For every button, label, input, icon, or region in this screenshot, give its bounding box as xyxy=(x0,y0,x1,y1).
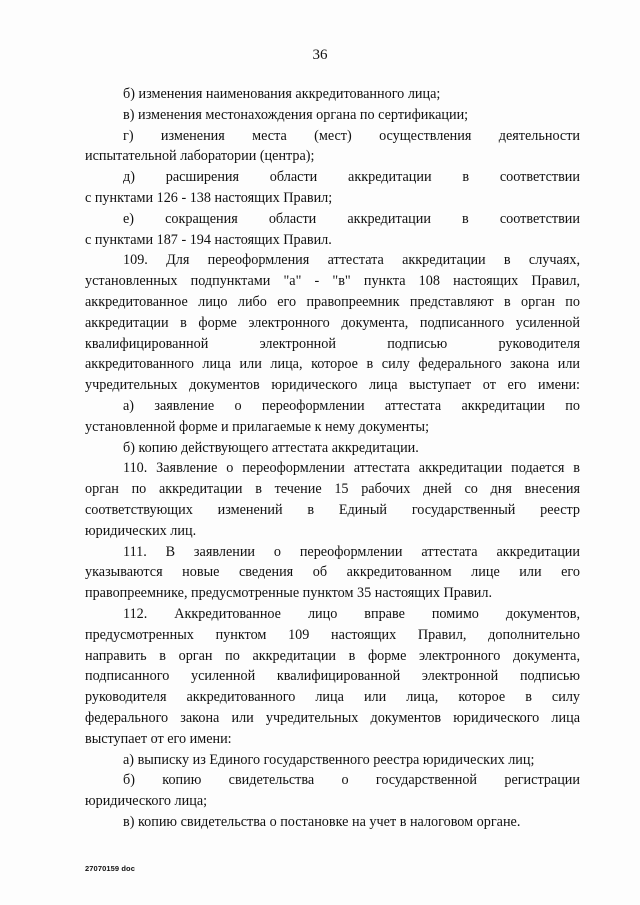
text-line: учредительных документов юридического лица выступает от его имени: xyxy=(85,377,580,394)
text-line: б) копию действующего аттестата аккредитации. xyxy=(123,439,419,456)
document-body xyxy=(85,84,580,833)
text-line: г) изменения места (мест) осуществления деятельности xyxy=(123,127,580,144)
text-line: юридического лица; xyxy=(85,793,208,810)
text-line: д) расширения области аккредитации в соответствии xyxy=(123,169,580,186)
text-line: руководителя аккредитованного лица или лица, которое в силу xyxy=(85,689,580,706)
text-line: 109. Для переоформления аттестата аккредитации в случаях, xyxy=(123,252,580,269)
text-line: 110. Заявление о переоформлении аттестата аккредитации подается в xyxy=(123,460,580,477)
text-line: в) копию свидетельства о постановке на учет в налоговом органе. xyxy=(123,813,521,830)
text-line: квалифицированной электронной подписью руководителя xyxy=(85,335,580,352)
text-line: предусмотренных пунктом 109 настоящих Правил, дополнительно xyxy=(85,626,580,643)
text-line: в) изменения местонахождения органа по сертификации; xyxy=(123,106,469,123)
page-number: 36 xyxy=(312,47,328,63)
text-line: орган по аккредитации в течение 15 рабочих дней со дня внесения xyxy=(85,481,580,498)
text-line: аккредитованного лица или лица, которое в силу федерального закона или xyxy=(85,356,580,373)
text-line: а) выписку из Единого государственного реестра юридических лиц; xyxy=(123,751,535,768)
text-line: с пунктами 187 - 194 настоящих Правил. xyxy=(85,231,332,248)
text-line: с пунктами 126 - 138 настоящих Правил; xyxy=(85,189,333,206)
text-line: соответствующих изменений в Единый государственный реестр xyxy=(85,501,580,518)
text-line: юридических лиц. xyxy=(85,522,197,539)
text-line: 111. В заявлении о переоформлении аттестата аккредитации xyxy=(123,543,580,560)
text-line: направить в орган по аккредитации в форме электронного документа, xyxy=(85,647,580,664)
text-line: правопреемнике, предусмотренные пунктом 35 настоящих Правил. xyxy=(85,585,493,602)
text-line: установленных подпунктами "а" - "в" пункта 108 настоящих Правил, xyxy=(85,273,580,290)
text-line: подписанного усиленной квалифицированной электронной подписью xyxy=(85,668,580,685)
text-line: указываются новые сведения об аккредитованном лице или его xyxy=(85,564,580,581)
text-line: аккредитованное лицо либо его правопреемник представляют в орган по xyxy=(85,293,580,310)
text-line: федерального закона или учредительных документов юридического лица xyxy=(85,709,580,726)
text-line: выступает от его имени: xyxy=(85,730,232,747)
text-line: е) сокращения области аккредитации в соответствии xyxy=(123,210,580,227)
text-line: б) изменения наименования аккредитованного лица; xyxy=(123,86,441,102)
text-line: аккредитации в форме электронного документа, подписанного усиленной xyxy=(85,314,580,331)
text-line: 112. Аккредитованное лицо вправе помимо документов, xyxy=(123,605,580,622)
text-line: установленной форме и прилагаемые к нему документы; xyxy=(85,418,430,435)
text-line: испытательной лаборатории (центра); xyxy=(85,148,315,165)
file-reference: 27070159 doc xyxy=(85,864,135,873)
text-line: а) заявление о переоформлении аттестата аккредитации по xyxy=(123,397,580,414)
text-line: б) копию свидетельства о государственной регистрации xyxy=(123,772,580,789)
